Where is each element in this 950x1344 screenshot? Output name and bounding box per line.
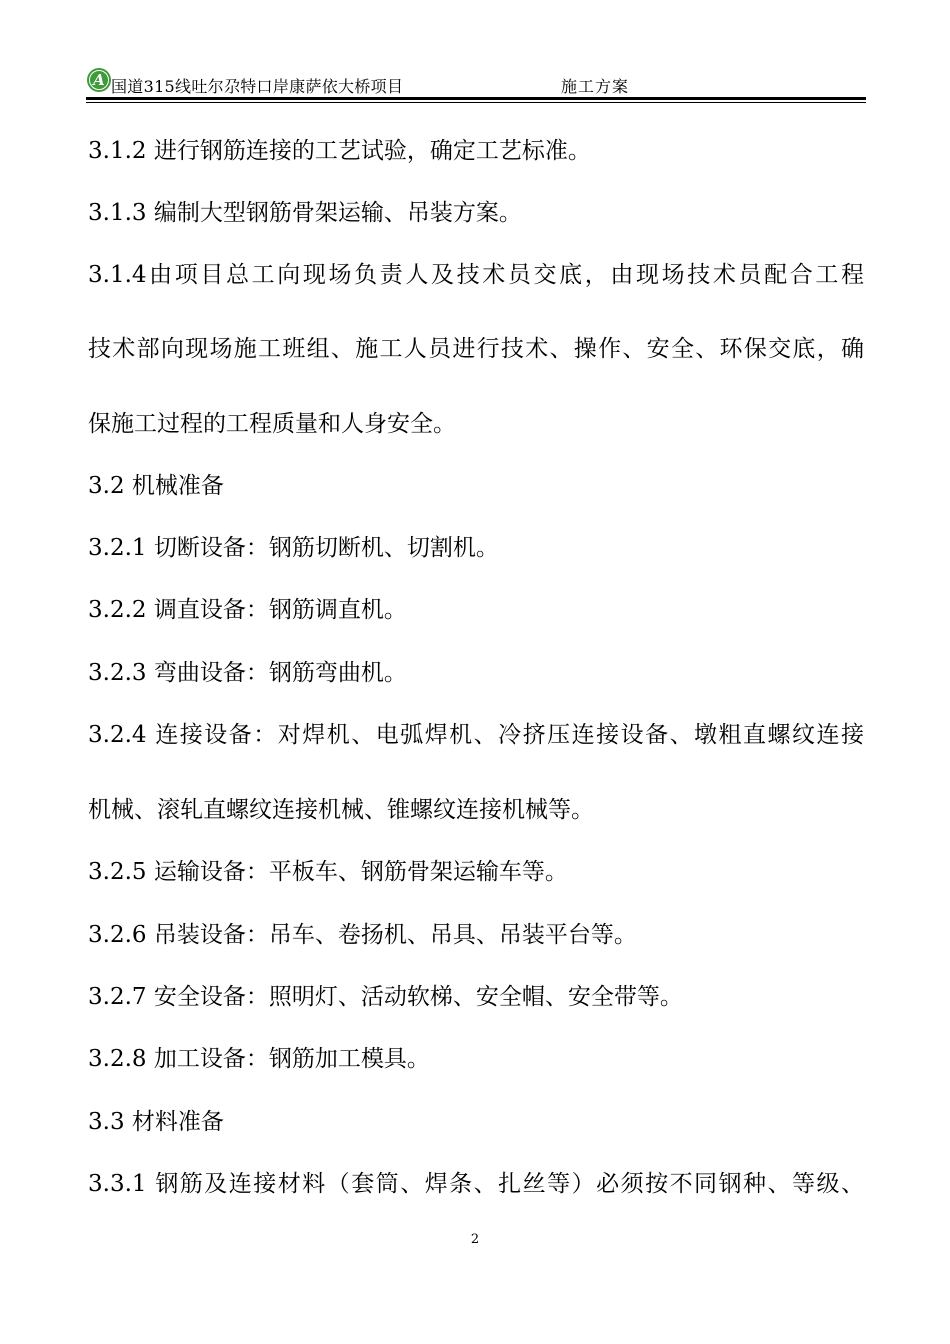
header-rule-thin	[86, 102, 866, 103]
logo-letter: A	[93, 71, 105, 89]
body-line: 机械、滚轧直螺纹连接机械、锥螺纹连接机械等。	[88, 797, 594, 823]
body-line: 3.3.1 钢筋及连接材料（套筒、焊条、扎丝等）必须按不同钢种、等级、	[88, 1171, 864, 1197]
page-number: 2	[470, 1232, 480, 1247]
company-logo-icon	[86, 67, 112, 93]
body-line: 3.1.4由项目总工向现场负责人及技术员交底，由现场技术员配合工程	[88, 262, 864, 288]
body-line: 3.2.1 切断设备：钢筋切断机、切割机。	[88, 535, 499, 561]
header-document-type: 施工方案	[561, 77, 630, 96]
body-line: 3.2.4 连接设备：对焊机、电弧焊机、冷挤压连接设备、墩粗直螺纹连接	[88, 722, 864, 748]
body-line: 3.2.6 吊装设备：吊车、卷扬机、吊具、吊装平台等。	[88, 922, 637, 948]
section-heading: 3.3 材料准备	[88, 1109, 224, 1135]
body-line: 3.2.7 安全设备：照明灯、活动软梯、安全帽、安全带等。	[88, 984, 683, 1010]
body-line: 3.2.5 运输设备：平板车、钢筋骨架运输车等。	[88, 859, 568, 885]
header-project-name: 国道315线吐尔尕特口岸康萨依大桥项目	[111, 77, 404, 96]
page-header	[86, 66, 866, 98]
header-rule-thick	[86, 97, 866, 100]
body-line: 3.1.2 进行钢筋连接的工艺试验，确定工艺标准。	[88, 138, 591, 164]
body-line: 3.2.3 弯曲设备：钢筋弯曲机。	[88, 660, 407, 686]
body-line: 3.2.8 加工设备：钢筋加工模具。	[88, 1046, 430, 1072]
body-line: 3.1.3 编制大型钢筋骨架运输、吊装方案。	[88, 200, 522, 226]
section-heading: 3.2 机械准备	[88, 473, 224, 499]
body-line: 技术部向现场施工班组、施工人员进行技术、操作、安全、环保交底，确	[88, 336, 864, 362]
body-line: 保施工过程的工程质量和人身安全。	[88, 411, 456, 437]
body-line: 3.2.2 调直设备：钢筋调直机。	[88, 597, 407, 623]
